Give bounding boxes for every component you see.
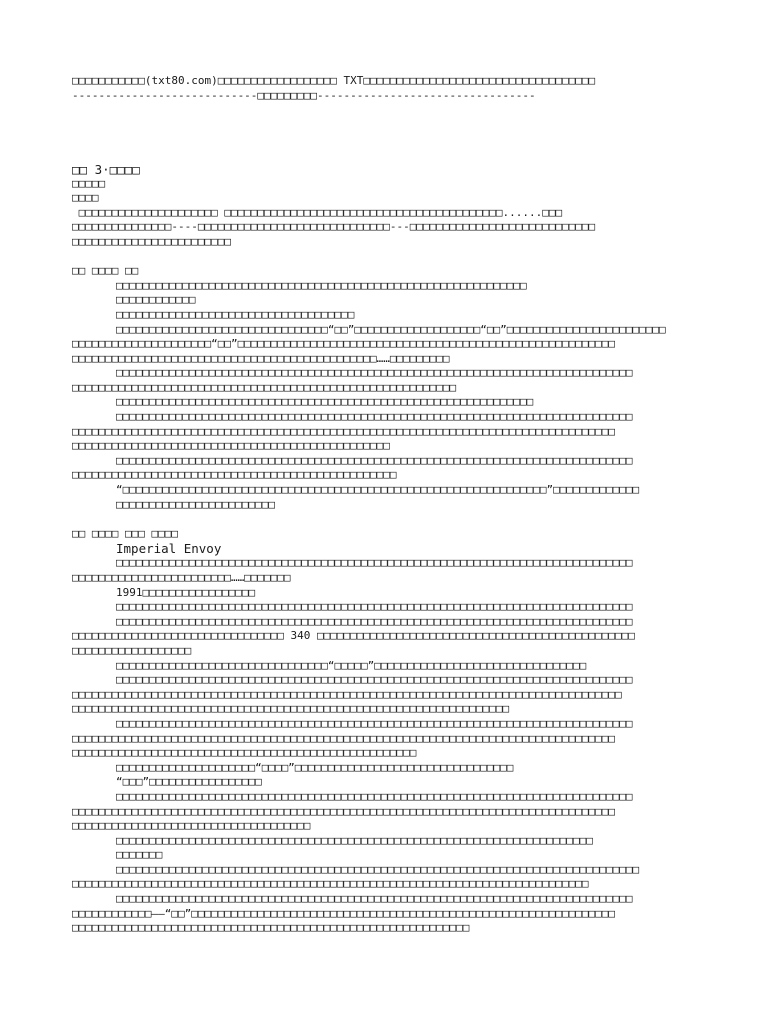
paragraph-line: □□□□□□□□□□□□□□□□□□□□□□□□□□□□□□□□□□□□□□□□□□□□□□□□□□□□□□□□□□□□□□□□□□□□□□□□□□□□□□ [116, 410, 633, 424]
paragraph-line: □□□□□□□□□□□□□□□□□□□□□□□□□□□□□□□□□□□□□□□□□□□□□□□□□□□□□□□□□□□□□□□□□□□□□□□□□□□□□□ [116, 556, 633, 570]
paragraph-line: □□□□□□□□□□□□□□□□□□□□□□□□□□□□□□□□□□□□□□□□□□□□□□□□□□□□□□□□□□□□□□□□□□□□□□□□□□□□□□ [116, 673, 633, 687]
paragraph-line: 1991□□□□□□□□□□□□□□□□□ [116, 585, 256, 599]
intro-line: □□□□□□□□□□□□□□□----□□□□□□□□□□□□□□□□□□□□□□□□□□□□□---□□□□□□□□□□□□□□□□□□□□□□□□□□□□ [72, 220, 596, 234]
paragraph-line: □□□□□□□□□□□□□□□□□□□□□□□□□□□□□□□□□□□□□□□□□□□□□□□□□□□□□□□□□□□□□□□□□□□□□□□□□□□□□□ [72, 877, 589, 891]
paragraph-line: □□□□□□□□□□□□□□□□□□□□□□□□□□□□□□□□“□□”□□□□□□□□□□□□□□□□□□□“□□”□□□□□□□□□□□□□□□□□□□□□□□□ [116, 322, 666, 336]
paragraph-line: □□□□□□□□□□□□□□□□□□□□□□□□□□□□□□□□□□□□□□□□□□□□□□……□□□□□□□□□ [72, 351, 450, 365]
english-title: Imperial Envoy [116, 541, 222, 557]
section-heading: □□ □□□□ □□ [72, 264, 139, 278]
paragraph-line: □□□□□□□□□□□□□□□□□□□□□□□□□□□□□□□□□□□□□□□□□□□□□□□□□□□□□□□□□□ [72, 380, 457, 394]
paragraph-line: □□□□□□□□□□□□□□□□□□□□□□□□□□□□□□□□□□□□□□□□□□□□□□□□□□□□□□□□□□□□□□□□□□□□□□□□□□□□□□ [116, 716, 633, 730]
paragraph-line: □□□□□□□□□□□□□□□□□□□□□□□□□□□□□□□□□□□□□□□□□□□□□□□□□□□□□□□□□□□□□□□□□□□□□□□□□□□□□□ [116, 614, 633, 628]
paragraph-line: □□□□□□□□□□□□□□□□□□□□□□□□□□□□□□□□ 340 □□□□□□□□□□□□□□□□□□□□□□□□□□□□□□□□□□□□□□□□□□□□□□□□ [72, 629, 635, 643]
paragraph-line: □□□□□□□□□□□□□□□□□□□□□□□□□□□□□□□□□□□□□□□□□□□□□□□□□ [72, 468, 397, 482]
paragraph-line: □□□□□□□□□□□□□□□□□□□□□□□□……□□□□□□□ [72, 571, 291, 585]
paragraph-line: □□□□□□□□□□□□□□□□□□□□□□□□□□□□□□□□□□□□□□□□□□□□□□□□□□□□□□□□□□□□□□□□□□□□□□□□□□□□□□□ [116, 862, 640, 876]
spacer [72, 512, 712, 527]
paragraph-line: □□□□□□□□□□□□□□□□□□□□□□□□□□□□□□□□□□□□□□□□□□□□□□□□□□□□□□□□□□□□□□□□□□□□□□□□□□□□□□□□□□□ [72, 687, 622, 701]
paragraph-line: □□□□□□□□□□□□□□□□□□□□□□□□□□□□□□□□□□□□□□□□□□□□□□□□□□□□□□□□□□□□□□□□□□□□□□□□□□□□□□□□□□ [72, 424, 616, 438]
paragraph-line: □□□□□□□□□□□□□□□□□□□□□□□□□□□□□□□□□□□□□□□□□□□□□□□□□□□□□□□□□□□□□□□□□□□□□□□□□□□□□□□□□□ [72, 804, 616, 818]
paragraph-line: □□□□□□□□□□□□□□□□□□□□□□□□□□□□□□□□□□□□□□□□□□□□□□□□□□□□□□□□□□□□□□□□□□□□□□□□□□□□□□ [116, 789, 633, 803]
spacer [72, 147, 712, 162]
paragraph-line: □□□□□□□□□□□□ [116, 293, 196, 307]
paragraph-line: □□□□□□□□□□□□□□□□□□□□□□□□□□□□□□□□□□□□ [116, 307, 355, 321]
paragraph-line: □□□□□□□□□□□□□□□□□□□□□□□□□□□□□□□□□□□□□□□□□□□□□□□□□□□□□□□□□□□□□□ [116, 278, 527, 292]
paragraph-line: □□□□□□□□□□□□□□□□□□□□□□□□□□□□□□□□□□□□□□□□□□□□□□□□□□□□□□□□□□□□□□□□□□□□□□□□□□□□□□ [116, 366, 633, 380]
intro-line: □□□□□□□□□□□□□□□□□□□□□□□□ [72, 234, 231, 248]
paragraph-line: □□□□□□□□□□□□□□□□□□□□□“□□□□”□□□□□□□□□□□□□□□□□□□□□□□□□□□□□□□□□ [116, 760, 514, 774]
section-2-body [72, 556, 712, 935]
paragraph-line: □□□□□□□□□□□□□□□□□□□□□□□□□□□□□□□□□□□□□□□□□□□□□□□□□□□□□□□□□□□□□□□□□□□□□□□□□□□□□□□□□□ [72, 731, 616, 745]
paragraph-line: □□□□□□□□□□□□□□□□□□□□□□□□□□□□□□□□□□□□□□□□□□□□□□□□□□□□□□□□□□□□□□□□□□□□□□□□□□□□□□ [116, 600, 633, 614]
paragraph-line: □□□□□□□□□□□□□□□□□□ [72, 643, 192, 657]
spacer [72, 250, 712, 265]
paragraph-line: □□□□□□□□□□□□——“□□”□□□□□□□□□□□□□□□□□□□□□□□□□□□□□□□□□□□□□□□□□□□□□□□□□□□□□□□□□□□□□□□□ [72, 906, 616, 920]
intro-line: □□□□□□□□□□□□□□□□□□□□□ □□□□□□□□□□□□□□□□□□□□□□□□□□□□□□□□□□□□□□□□□□......□□□ [72, 205, 563, 219]
section-heading: □□ □□□□ □□□ □□□□ [72, 526, 178, 540]
paragraph-line: □□□□□□□□□□□□□□□□□□□□□□□□□□□□□□□□□□□□□□□□□□□□□□□□□□□□□□□□□□□□□□□□□□ [72, 702, 510, 716]
paragraph-line: □□□□□□□□□□□□□□□□□□□□□□□□□□□□□□□□□□□□□□□□□□□□□□□□□□□□□□□□□□□□□□□ [116, 395, 534, 409]
paragraph-line: □□□□□□□□□□□□□□□□□□□□□□□□□□□□□□□□□□□□□□□□□□□□□□□□□□□□□□□□□□□□ [72, 921, 470, 935]
paragraph-line: □□□□□□□□□□□□□□□□□□□□□□□□□□□□□□□□□□□□□□□□□□□□□□□□□□□□ [72, 746, 417, 760]
paragraph-line: □□□□□□□□□□□□□□□□□□□□□□□□□□□□□□□□□□□□□□□□□□□□□□□□□□□□□□□□□□□□□□□□□□□□□□□□□□□□□□ [116, 892, 633, 906]
paragraph-line: □□□□□□□□□□□□□□□□□□□□□□□□ [116, 497, 275, 511]
paragraph-line: “□□□□□□□□□□□□□□□□□□□□□□□□□□□□□□□□□□□□□□□□□□□□□□□□□□□□□□□□□□□□□□□□”□□□□□□□□□□□□□ [116, 483, 640, 497]
chapter-subtitle: □□□□ [72, 191, 99, 205]
paragraph-line: □□□□□□□ [116, 848, 163, 862]
paragraph-line: □□□□□□□□□□□□□□□□□□□□□□□□□□□□□□□□“□□□□□”□□□□□□□□□□□□□□□□□□□□□□□□□□□□□□□□ [116, 658, 587, 672]
paragraph-line: □□□□□□□□□□□□□□□□□□□□□□□□□□□□□□□□□□□□□□□□□□□□□□□□ [72, 439, 390, 453]
paragraph-line: □□□□□□□□□□□□□□□□□□□□□□□□□□□□□□□□□□□□ [72, 819, 311, 833]
chapter-subtitle: □□□□□ [72, 176, 106, 190]
chapter-title: □□ 3·□□□□ [72, 161, 140, 177]
paragraph-line: “□□□”□□□□□□□□□□□□□□□□□ [116, 775, 262, 789]
document-body [72, 74, 712, 936]
paragraph-line: □□□□□□□□□□□□□□□□□□□□□□□□□□□□□□□□□□□□□□□□□□□□□□□□□□□□□□□□□□□□□□□□□□□□□□□□ [116, 833, 593, 847]
section-1-body [72, 279, 712, 513]
header-line: □□□□□□□□□□□(txt80.com)□□□□□□□□□□□□□□□□□□ TXT□□□□□□□□□□□□□□□□□□□□□□□□□□□□□□□□□□□ [72, 74, 596, 87]
spacer [72, 103, 712, 147]
paragraph-line: □□□□□□□□□□□□□□□□□□□□□“□□”□□□□□□□□□□□□□□□□□□□□□□□□□□□□□□□□□□□□□□□□□□□□□□□□□□□□□□□□□ [72, 337, 616, 351]
paragraph-line: □□□□□□□□□□□□□□□□□□□□□□□□□□□□□□□□□□□□□□□□□□□□□□□□□□□□□□□□□□□□□□□□□□□□□□□□□□□□□□ [116, 453, 633, 467]
header-separator: ----------------------------□□□□□□□□□--------------------------------- [72, 88, 536, 102]
